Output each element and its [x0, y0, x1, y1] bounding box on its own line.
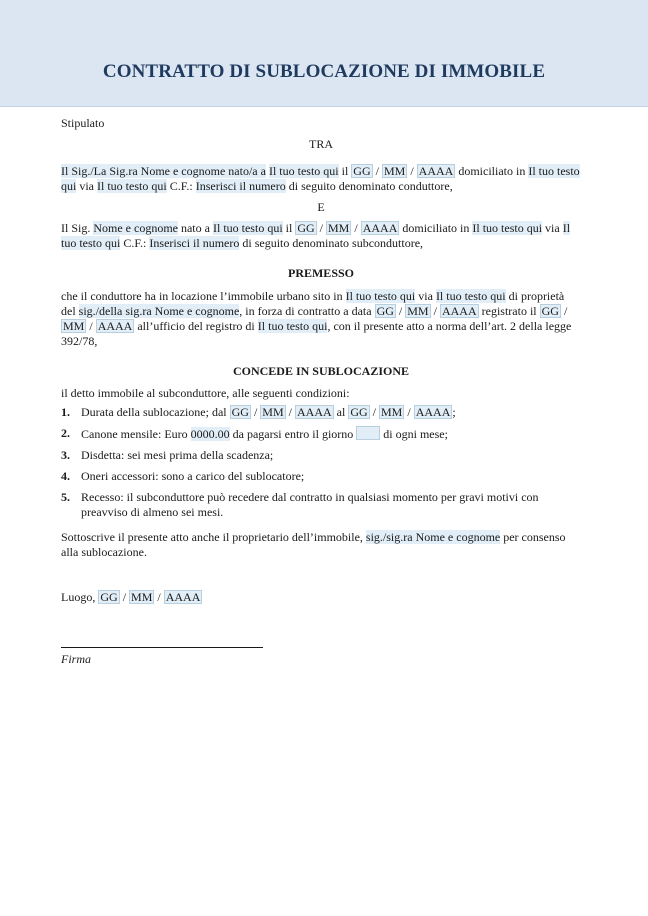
date-field[interactable]: GG / MM / AAAA — [376, 304, 477, 318]
field-birthplace[interactable]: Il tuo testo qui — [268, 164, 339, 178]
field-day[interactable] — [356, 426, 380, 440]
field-owner[interactable]: sig./della sig.ra Nome e cognome — [78, 304, 240, 318]
conduttore-intro[interactable]: Il Sig./La Sig.ra Nome e cognome nato/a a — [61, 164, 266, 178]
stipulato-text: Stipulato — [61, 116, 105, 130]
condition-item: 2. Canone mensile: Euro 0000.00 da pagarsi entro il giorno di ogni mese; — [61, 426, 448, 441]
field-cf[interactable]: Inserisci il numero — [195, 179, 286, 193]
firma-label: Firma — [61, 652, 91, 666]
condition-item: 4. Oneri accessori: sono a carico del sublocatore; — [61, 469, 305, 483]
premesso-heading: PREMESSO — [287, 266, 354, 280]
field-street[interactable]: Il tuo testo qui — [97, 179, 167, 193]
field-birthplace[interactable]: Il tuo testo qui — [212, 221, 283, 235]
field-name[interactable]: Nome e cognome — [93, 221, 178, 235]
field-city[interactable]: Il tuo testo qui — [345, 289, 416, 303]
date-field[interactable]: GG / MM / AAAA — [100, 590, 201, 604]
paragraph-consenso: Sottoscrive il presente atto anche il proprietario dell’immobile, sig./sig.ra Nome e cognome per consenso alla sublocazione. — [61, 530, 566, 559]
document-body — [61, 116, 581, 667]
date-field[interactable]: GG / MM / AAAA — [350, 405, 451, 419]
field-street[interactable]: Il tuo testo qui — [435, 289, 506, 303]
field-cf[interactable]: Inserisci il numero — [149, 236, 240, 250]
condition-item: 3. Disdetta: sei mesi prima della scadenza; — [61, 448, 274, 462]
date-field[interactable]: GG / MM / AAAA — [353, 164, 454, 178]
luogo-line: Luogo, GG / MM / AAAA — [61, 590, 201, 604]
conditions-intro: il detto immobile al subconduttore, alle seguenti condizioni: — [61, 386, 350, 400]
conditions-list — [61, 405, 581, 520]
field-amount[interactable]: 0000.00 — [190, 427, 230, 441]
field-domicile[interactable]: Il tuo testo qui — [472, 221, 543, 235]
document-title: CONTRATTO DI SUBLOCAZIONE DI IMMOBILE — [102, 61, 546, 82]
paragraph-premesso: che il conduttore ha in locazione l’immobile urbano sito in Il tuo testo qui via Il tuo testo qui di proprietà del sig./della sig.ra Nome e cognome, in forza di contratto a data GG / MM / AAAA registrato il GG / MM / AAAA all’ufficio del registro di Il tuo testo qui, con il presente atto a norma dell’art. 2 della legge 392/78, — [61, 289, 572, 348]
concede-heading: CONCEDE IN SUBLOCAZIONE — [232, 364, 410, 378]
tra-text: TRA — [309, 137, 333, 151]
field-street[interactable]: Il tuo testo qui — [61, 221, 571, 250]
field-registry[interactable]: Il tuo testo qui — [257, 319, 328, 333]
signature-line — [61, 647, 263, 648]
condition-item: 5. Recesso: il subconduttore può recedere dal contratto in qualsiasi momento per gravi motivi con preavviso di almeno sei mesi. — [61, 490, 539, 519]
field-owner[interactable]: sig./sig.ra Nome e cognome — [365, 530, 501, 544]
e-text: E — [317, 200, 325, 214]
header-banner — [0, 0, 648, 107]
date-field[interactable]: GG / MM / AAAA — [297, 221, 398, 235]
date-field[interactable]: GG / MM / AAAA — [63, 304, 568, 333]
condition-item: 1. Durata della sublocazione; dal GG / MM / AAAA al GG / MM / AAAA ; — [61, 405, 456, 419]
field-domicile[interactable]: Il tuo testo qui — [61, 164, 580, 193]
date-field[interactable]: GG / MM / AAAA — [231, 405, 332, 419]
paragraph-conduttore: Il Sig./La Sig.ra Nome e cognome nato/a a Il tuo testo qui il GG / MM / AAAA domiciliato in Il tuo testo qui via Il tuo testo qui C.F.: Inserisci il numero di seguito denominato conduttore, — [61, 164, 580, 193]
paragraph-subconduttore: Il Sig. Nome e cognome nato a Il tuo testo qui il GG / MM / AAAA domiciliato in Il tuo testo qui via Il tuo testo qui C.F.: Inserisci il numero di seguito denominato subconduttore, — [61, 221, 571, 250]
